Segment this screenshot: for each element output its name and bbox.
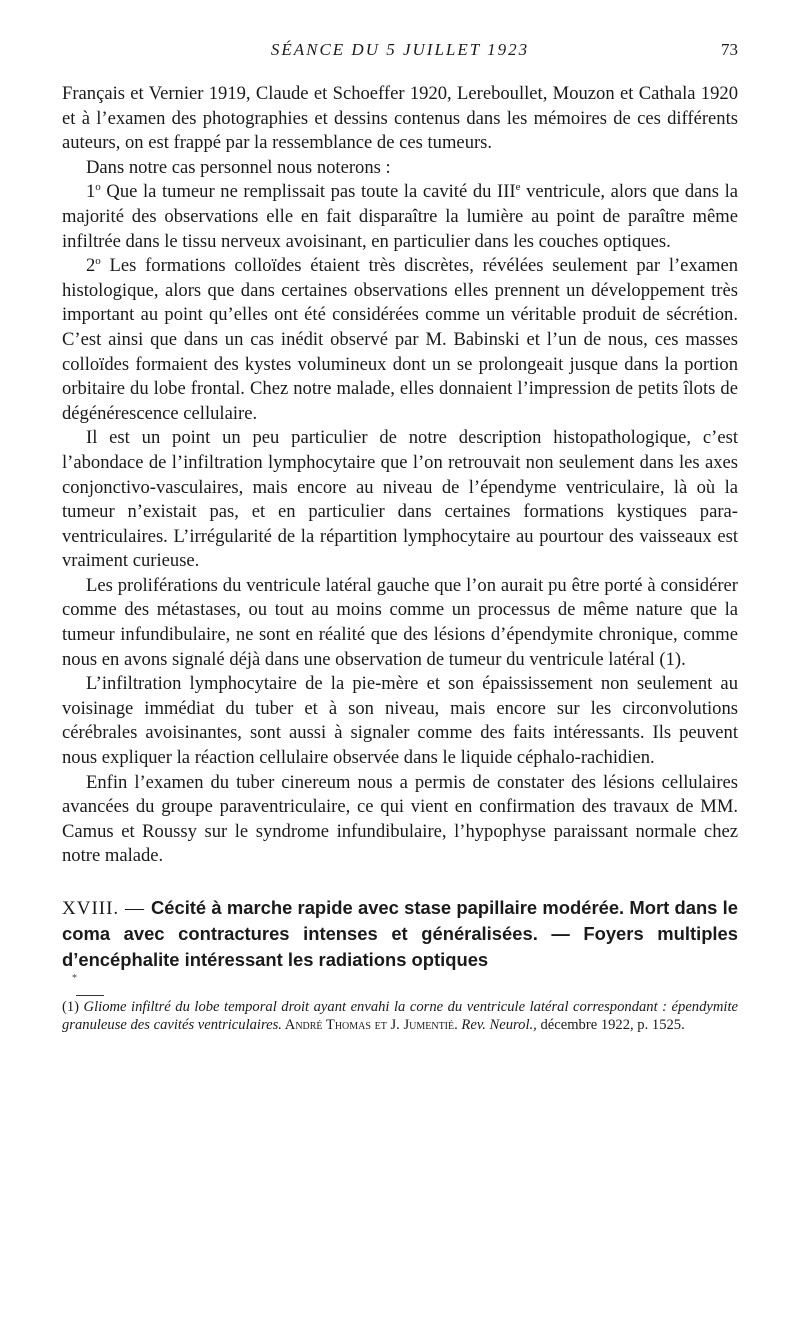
page-number: 73 [721, 40, 738, 59]
item-2-text: Les formations colloïdes étaient très discrètes, révélées seulement par l’examen histologique, alors que dans certaines observations elles prennent un développement très important au point qu’elles ont été considérées comme un véritable produit de sécrétion. C’est ainsi que dans un cas inédit observé par M. Babinski et l’un de nous, ces masses colloïdes formaient des kystes volumineux dont un se prolongeait jusque dans la portion orbitaire du lobe frontal. Chez notre malade, elles donnaient l’impression de petits îlots de dégénérescence cellulaire. [62, 255, 738, 424]
item-1-text-b: ventricule, alors que dans la majorité des observations elle en fait disparaître la lumière au point de paraître même infiltrée dans le tissu nerveux avoisinant, en particulier dans les couches optiques. [62, 181, 738, 252]
footnote-authors: André Thomas et J. Jumentié. [281, 1017, 458, 1033]
footnote [62, 998, 738, 1034]
item-1-superscript: e [515, 181, 521, 194]
item-1-text-a: Que la tumeur ne remplissait pas toute la cavité du III [100, 181, 516, 203]
footnote-reference: (1) [659, 648, 682, 670]
item-2-number: 2 [86, 255, 96, 277]
footnote-date: décembre 1922, p. 1525. [536, 1017, 685, 1033]
footnote-rule [76, 995, 104, 996]
section-mark: * [72, 973, 77, 984]
section-title: Cécité à marche rapide avec stase papillaire modérée. Mort dans le coma avec contractures intenses et généralisées. — Foyers multiples d’encéphalite intéressant les radiations optiques [62, 897, 738, 970]
paragraph-item-1 [62, 180, 738, 254]
paragraph-tuber: Enfin l’examen du tuber cinereum nous a permis de constater des lésions cellulaires avancées du groupe paraventriculaire, ce qui vient en confirmation des travaux de MM. Camus et Roussy sur le syndrome infundibulaire, l’hypophyse paraissant normale chez notre malade. [62, 771, 738, 867]
section-number: XVIII. — [62, 898, 151, 919]
lesions-end: . [681, 648, 686, 670]
footnote-title: Gliome infiltré du lobe temporal droit ayant envahi la corne du ventricule latéral correspondant : épendymite granuleuse des cavités ventriculaires. [62, 999, 738, 1033]
lesions-text: Les proliférations du ventricule latéral gauche que l’on aurait pu être porté à considérer comme des métastases, ou tout au moins comme un processus de même nature que la tumeur infundibulaire, ne sont en réalité que des lésions d’épendymite chronique, comme nous en avons signalé déjà dans une observation de tumeur du ventricule latéral [62, 574, 738, 670]
page-header [62, 36, 738, 62]
paragraph-intro: Dans notre cas personnel nous noterons : [86, 156, 391, 178]
paragraph-references: Français et Vernier 1919, Claude et Schoeffer 1920, Lereboullet, Mouzon et Cathala 1920 et à l’examen des photographies et dessins contenus dans les mémoires de ces différents auteurs, on est frappé par la ressemblance de ces tumeurs. [62, 83, 738, 154]
item-2-ordinal: o [95, 254, 101, 267]
footnote-journal: Rev. Neurol., [457, 1017, 537, 1033]
paragraph-lesions [62, 574, 738, 672]
paragraph-item-2 [62, 254, 738, 426]
body-text [62, 82, 738, 869]
running-head: SÉANCE DU 5 JUILLET 1923 [270, 40, 530, 59]
item-1-number: 1 [86, 181, 96, 203]
footnote-number: (1) [62, 999, 84, 1015]
paragraph-infiltration: Il est un point un peu particulier de notre description histopathologique, c’est l’abondace de l’infiltration lymphocytaire que l’on retrouvait non seulement dans les axes conjonctivo-vasculaires, mais encore au niveau de l’épendyme ventriculaire, là où la tumeur n’existait pas, et en particulier dans certaines formations kystiques para-ventriculaires. L’irrégularité de la répartition lymphocytaire au pourtour des vaisseaux est vraiment curieuse. [62, 427, 738, 572]
section-heading [62, 895, 738, 985]
item-1-ordinal: o [95, 181, 101, 194]
paragraph-pia-mater: L’infiltration lymphocytaire de la pie-mère et son épaississement non seulement au voisinage immédiat du tuber et à son niveau, mais encore sur les circonvolutions cérébrales avoisinantes, sont aussi à signaler comme des faits intéressants. Ils peuvent nous expliquer la réaction cellulaire observée dans le liquide céphalo-rachidien. [62, 673, 738, 769]
